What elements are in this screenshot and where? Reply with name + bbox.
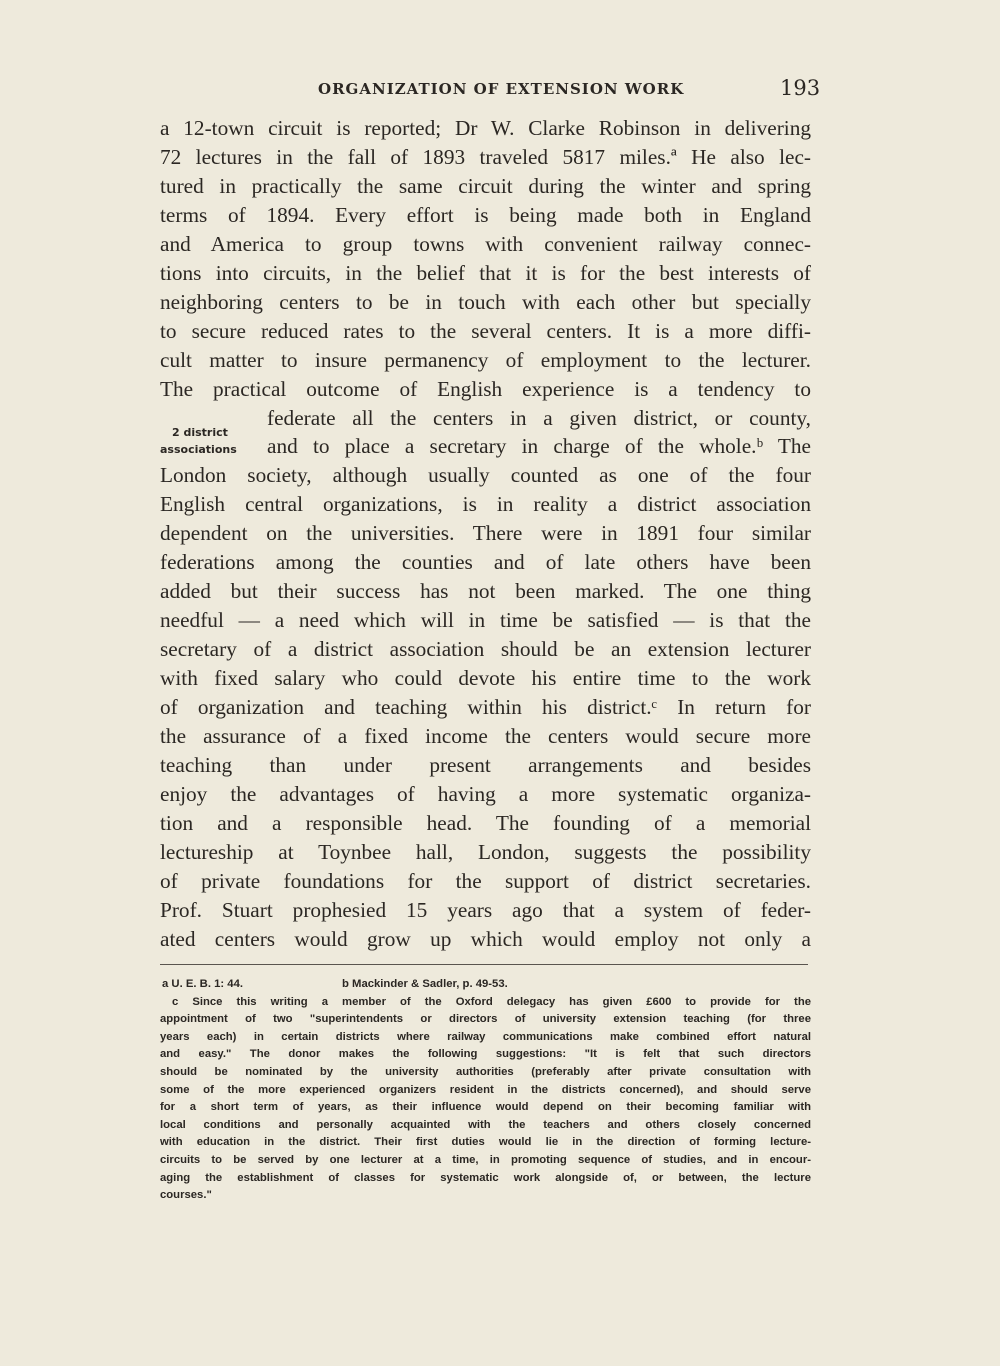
body-line: and America to group towns with convenient railway connec- [160, 231, 811, 256]
body-line: tion and a responsible head. The founding of a memorial [160, 810, 811, 835]
body-line: English central organizations, is in reality a district association [160, 492, 811, 517]
footnote-c-line: local conditions and personally acquainted with the teachers and others closely concerned [160, 1118, 811, 1131]
body-line: federations among the counties and of late others have been [160, 550, 811, 575]
footnote-c-line: with education in the district. Their first duties would lie in the direction of forming lecture- [160, 1136, 811, 1149]
body-line: federate all the centers in a given district, or county, [267, 405, 811, 430]
body-line: the assurance of a fixed income the centers would secure more [160, 724, 811, 749]
body-line: neighboring centers to be in touch with each other but specially [160, 289, 811, 314]
body-line: of private foundations for the support of district secretaries. [160, 868, 811, 893]
body-line: 72 lectures in the fall of 1893 traveled 5817 miles.ª He also lec- [160, 144, 811, 169]
body-text [160, 114, 811, 954]
body-line: tured in practically the same circuit during the winter and spring [160, 173, 811, 198]
body-line: with fixed salary who could devote his entire time to the work [160, 666, 811, 691]
footnote-rule [160, 964, 808, 965]
page-number: 193 [780, 76, 821, 100]
body-line: and to place a secretary in charge of the whole.ᵇ The [267, 434, 811, 459]
footnote-c-line: should be nominated by the university authorities (preferably after private consultation with [160, 1065, 811, 1078]
body-line: secretary of a district association should be an extension lecturer [160, 637, 811, 662]
body-line: Prof. Stuart prophesied 15 years ago that a system of feder- [160, 897, 811, 922]
body-line: to secure reduced rates to the several centers. It is a more diffi- [160, 318, 811, 343]
body-line: teaching than under present arrangements and besides [160, 752, 811, 777]
footnote-c-line: years each) in certain districts where railway communications make combined effort natural [160, 1030, 811, 1043]
footnote-c-line: and easy." The donor makes the following suggestions: "It is felt that such directors [160, 1048, 811, 1061]
footnote-c-line: c Since this writing a member of the Oxford delegacy has given £600 to provide for the [172, 995, 811, 1008]
footnote-c-line: appointment of two "superintendents or directors of university extension teaching (for three [160, 1013, 811, 1026]
body-line: of organization and teaching within his district.ᶜ In return for [160, 695, 811, 720]
body-line: ated centers would grow up which would employ not only a [160, 926, 811, 951]
footnotes [160, 976, 811, 1205]
footnote-a: a U. E. B. 1: 44. [162, 978, 243, 990]
body-line: lectureship at Toynbee hall, London, suggests the possibility [160, 839, 811, 864]
footnote-b: b Mackinder & Sadler, p. 49-53. [342, 978, 508, 990]
running-head: ORGANIZATION OF EXTENSION WORK [318, 80, 685, 98]
body-line: tions into circuits, in the belief that it is for the best interests of [160, 260, 811, 285]
footnote-c-line: for a short term of years, as their influence would depend on their becoming familiar with [160, 1101, 811, 1114]
footnote-c-line: courses." [160, 1189, 212, 1202]
body-line: cult matter to insure permanency of employment to the lecturer. [160, 347, 811, 372]
body-line: The practical outcome of English experience is a tendency to [160, 376, 811, 401]
body-line: terms of 1894. Every effort is being made both in England [160, 202, 811, 227]
body-line: added but their success has not been marked. The one thing [160, 579, 811, 604]
body-line: London society, although usually counted as one of the four [160, 463, 811, 488]
footnote-refs [160, 976, 811, 994]
footnote-c-line: some of the more experienced organizers resident in the districts concerned), and should serve [160, 1083, 811, 1096]
body-line: a 12-town circuit is reported; Dr W. Clarke Robinson in delivering [160, 116, 811, 140]
body-line: needful — a need which will in time be satisfied — is that the [160, 608, 811, 633]
body-line: enjoy the advantages of having a more systematic organiza- [160, 781, 811, 806]
body-line: dependent on the universities. There were in 1891 four similar [160, 521, 811, 546]
margin-note-line: 2 district [172, 426, 228, 439]
margin-note-line: associations [160, 443, 237, 456]
footnote-c-line: aging the establishment of classes for systematic work alongside of, or between, the lecture [160, 1171, 811, 1184]
footnote-c-line: circuits to be served by one lecturer at a time, in promoting sequence of studies, and in encour- [160, 1153, 811, 1166]
